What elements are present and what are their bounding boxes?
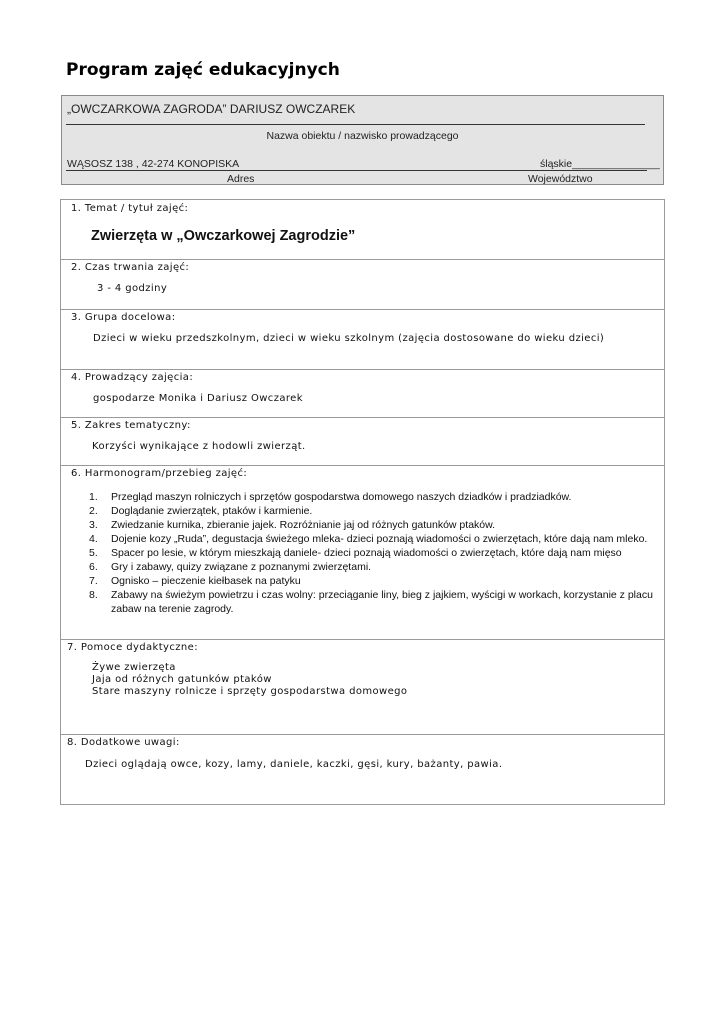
section-label: 3. Grupa docelowa: bbox=[71, 312, 176, 323]
schedule-list bbox=[89, 491, 660, 617]
address-caption: Adres bbox=[227, 173, 255, 185]
item-text: Zwiedzanie kurnika, zbieranie jajek. Rozróżnianie jaj od różnych gatunków ptaków. bbox=[111, 519, 496, 531]
notes-value: Dzieci oglądają owce, kozy, lamy, daniele, kaczki, gęsi, kury, bażanty, pawia. bbox=[85, 759, 503, 770]
list-item bbox=[89, 491, 660, 505]
voivodeship-value: śląskie_______________ bbox=[540, 158, 660, 170]
farm-caption: Nazwa obiektu / nazwisko prowadzącego bbox=[266, 130, 459, 142]
target-group-value: Dzieci w wieku przedszkolnym, dzieci w wieku szkolnym (zajęcia dostosowane do wieku dzieci) bbox=[93, 333, 605, 344]
item-text: Doglądanie zwierzątek, ptaków i karmienie. bbox=[111, 505, 313, 517]
address-underline bbox=[66, 170, 647, 171]
scope-value: Korzyści wynikające z hodowli zwierząt. bbox=[92, 441, 306, 452]
section-aids bbox=[61, 639, 664, 735]
list-item bbox=[89, 505, 660, 519]
section-topic bbox=[61, 200, 664, 260]
voivodeship-caption: Województwo bbox=[528, 173, 593, 185]
section-scope bbox=[61, 417, 664, 466]
item-number: 8. bbox=[89, 589, 98, 601]
section-schedule bbox=[61, 465, 664, 640]
farm-underline bbox=[66, 124, 645, 125]
section-label: 4. Prowadzący zajęcia: bbox=[71, 372, 194, 383]
list-item bbox=[89, 561, 660, 575]
list-item bbox=[89, 533, 660, 547]
item-number: 1. bbox=[89, 491, 98, 503]
section-label: 2. Czas trwania zajęć: bbox=[71, 262, 190, 273]
topic-title: Zwierzęta w „Owczarkowej Zagrodzie” bbox=[91, 228, 356, 244]
item-number: 4. bbox=[89, 533, 98, 545]
item-text: Zabawy na świeżym powietrzu i czas wolny: przeciąganie liny, bieg z jajkiem, wyścigi w workach, korzystanie z placu zabaw na terenie zagrody. bbox=[111, 589, 653, 615]
section-label: 1. Temat / tytuł zajęć: bbox=[71, 203, 189, 214]
item-number: 7. bbox=[89, 575, 98, 587]
aids-list bbox=[92, 662, 407, 698]
item-text: Przegląd maszyn rolniczych i sprzętów gospodarstwa domowego naszych dziadków i pradziadków. bbox=[111, 491, 572, 503]
section-label: 7. Pomoce dydaktyczne: bbox=[67, 642, 198, 653]
section-leaders bbox=[61, 369, 664, 418]
section-label: 6. Harmonogram/przebieg zajęć: bbox=[71, 468, 248, 479]
list-item: Jaja od różnych gatunków ptaków bbox=[92, 674, 272, 685]
item-text: Gry i zabawy, quizy związane z poznanymi zwierzętami. bbox=[111, 561, 372, 573]
section-target-group bbox=[61, 309, 664, 370]
list-item: Stare maszyny rolnicze i sprzęty gospodarstwa domowego bbox=[92, 686, 408, 697]
item-number: 5. bbox=[89, 547, 98, 559]
item-number: 6. bbox=[89, 561, 98, 573]
address-value: WĄSOSZ 138 , 42-274 KONOPISKA bbox=[67, 158, 240, 170]
duration-value: 3 - 4 godziny bbox=[97, 283, 168, 294]
item-text: Ognisko – pieczenie kiełbasek na patyku bbox=[111, 575, 301, 587]
item-number: 3. bbox=[89, 519, 98, 531]
item-number: 2. bbox=[89, 505, 98, 517]
item-text: Spacer po lesie, w którym mieszkają daniele- dzieci poznają wiadomości o zwierzętach, które dają nam mięso bbox=[111, 547, 622, 559]
farm-name: „OWCZARKOWA ZAGRODA” DARIUSZ OWCZAREK bbox=[67, 102, 356, 116]
list-item bbox=[89, 547, 660, 561]
section-notes bbox=[61, 734, 664, 804]
facility-header bbox=[61, 95, 664, 185]
page-title: Program zajęć edukacyjnych bbox=[66, 60, 340, 80]
section-label: 8. Dodatkowe uwagi: bbox=[67, 737, 180, 748]
section-duration bbox=[61, 259, 664, 310]
list-item bbox=[89, 575, 660, 589]
list-item bbox=[89, 519, 660, 533]
program-form bbox=[60, 199, 665, 805]
list-item bbox=[89, 589, 660, 616]
section-label: 5. Zakres tematyczny: bbox=[71, 420, 191, 431]
list-item: Żywe zwierzęta bbox=[92, 662, 176, 673]
leaders-value: gospodarze Monika i Dariusz Owczarek bbox=[93, 393, 303, 404]
item-text: Dojenie kozy „Ruda”, degustacja świeżego mleka- dzieci poznają wiadomości o zwierzętach, które dają nam mleko. bbox=[111, 533, 648, 545]
